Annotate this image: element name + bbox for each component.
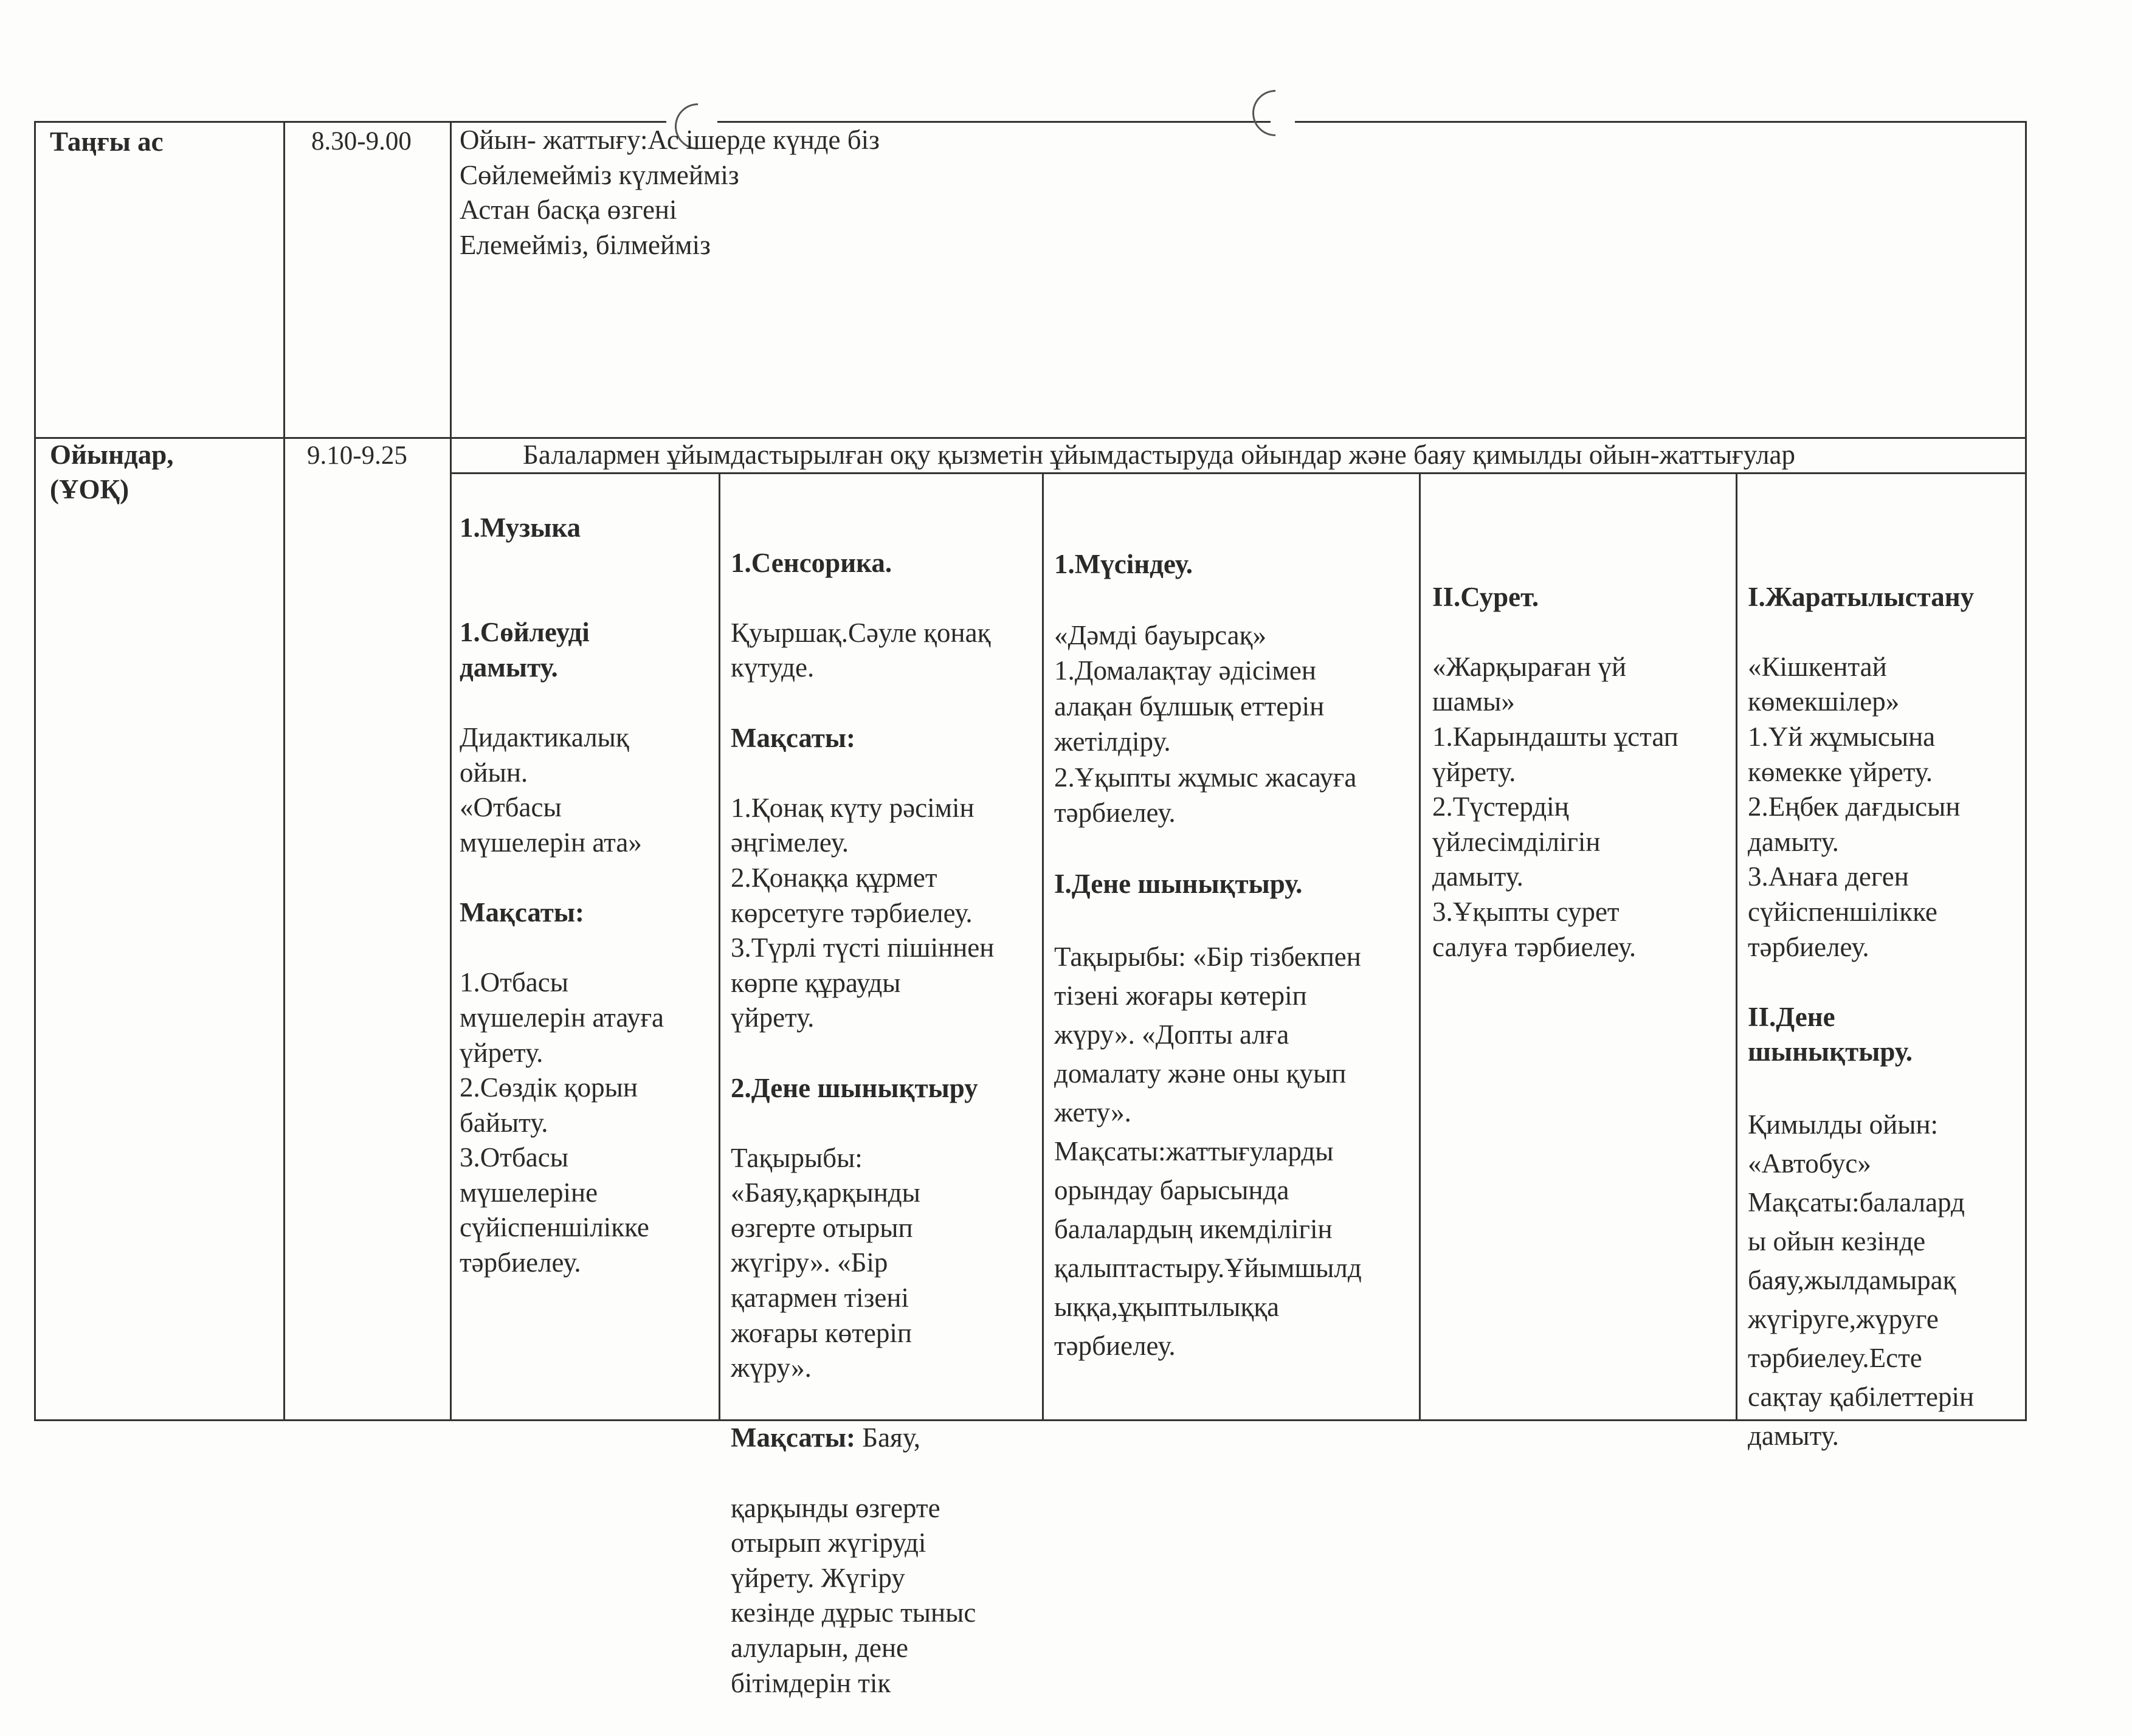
block-text: Тақырыбы: «Бір тізбекпен тізені жоғары көтеріп жүру». «Допты алға домалату және оны қуып жету». Мақсаты:жаттығуларды орындау барысында балалардың икемділігін қалыптастыру.Ұйымшылд ыққа,ұқыптылыққа тәрбиелеу. (1054, 942, 1362, 1361)
block-text: Қуыршақ.Сәуле қонақ күтуде. (731, 617, 991, 683)
block-title: 1.Музыка (460, 512, 581, 543)
column-music-speech (460, 475, 715, 1315)
block-title: І.Жаратылыстану (1748, 581, 1975, 612)
block-text: Қимылды ойын: «Автобус» Мақсаты:балалард ы ойын кезінде баяу,жылдамырақ жүгіруге,жүруге тәрбиелеу.Есте сақтау қабілеттерін дамыту. (1748, 1109, 1975, 1451)
col-divider-3 (1419, 472, 1421, 1421)
breakfast-content: Ойын- жаттығу:Ас ішерде күнде біз Сөйлемейміз күлмейміз Астан басқа өзгені Елемейміз, білмейміз (460, 125, 880, 260)
block-title: 1.Сөйлеуді дамыту. (460, 617, 590, 683)
table-left-border (34, 121, 36, 1421)
row-time-games: 9.10-9.25 (307, 441, 407, 470)
col-divider-label (283, 121, 285, 1421)
row-time-breakfast: 8.30-9.00 (311, 127, 412, 156)
column-modeling-pe (1054, 511, 1419, 1401)
block-text: Баяу, (855, 1422, 920, 1453)
block-text: «Жарқыраған үй шамы» 1.Карындашты ұстап үйрету. 2.Түстердің үйлесімділігін дамыту. 3.Ұқыпты сурет салуға тәрбиелеу. (1432, 651, 1678, 962)
table-right-border (2025, 121, 2027, 1421)
block-text: 1.Отбасы мүшелерін атауға үйрету. 2.Сөздік қорын байыту. 3.Отбасы мүшелеріне сүйіспеншілікке тәрбиелеу. (460, 967, 664, 1278)
block-title: І.Дене шынықтыру. (1054, 869, 1303, 899)
column-nature-pe (1748, 545, 2024, 1490)
block-text: 1.Қонақ күту рәсімін әңгімелеу. 2.Қонаққа құрмет көрсетуге тәрбиелеу. 3.Түрлі түсті пішіннен көрпе құрауды үйрету. (731, 792, 995, 1033)
col-divider-4 (1736, 472, 1737, 1421)
goal-line (731, 1421, 1041, 1456)
block-text: «Дәмді бауырсақ» 1.Домалақтау әдісімен алақан бұлшық еттерін жетілдіру. 2.Ұқыпты жұмыс жасауға тәрбиелеу. (1054, 619, 1357, 828)
heading-divider (450, 472, 2027, 474)
row-label-breakfast: Таңғы ас (50, 126, 164, 157)
block-text: Тақырыбы: «Баяу,қарқынды өзгерте отырып жүгіру». «Бір қатармен тізені жоғары көтеріп жүру». (731, 1142, 920, 1383)
column-sensorics-pe (731, 511, 1041, 1736)
col-divider-time (450, 121, 452, 1421)
row-label-games: Ойындар, (ҰОҚ) (50, 439, 174, 505)
block-text: «Кішкентай көмекшілер» 1.Үй жұмысына көмекке үйрету. 2.Еңбек дағдысын дамыту. 3.Анаға деген сүйіспеншілікке тәрбиелеу. (1748, 651, 1961, 962)
block-title: Мақсаты: (460, 897, 584, 928)
block-title: 1.Сенсорика. (731, 547, 892, 578)
block-title: ІІ.Сурет. (1432, 581, 1539, 612)
block-text: қарқынды өзгерте отырып жүгіруді үйрету. Жүгіру кезінде дұрыс тыныс алуларын, дене бітімдерін тік (731, 1492, 976, 1698)
block-title: Мақсаты: (731, 722, 855, 753)
block-title: 1.Мүсіндеу. (1054, 548, 1193, 579)
games-heading: Балалармен ұйымдастырылған оқу қызметін ұйымдастыруда ойындар және баяу қимылды ойын-жаттығулар (523, 439, 1796, 470)
block-title: ІІ.Дене шынықтыру. (1748, 1001, 1913, 1067)
block-title: 2.Дене шынықтыру (731, 1072, 978, 1103)
column-drawing (1432, 545, 1733, 1000)
col-divider-1 (719, 472, 720, 1421)
block-text: Дидактикалық ойын. «Отбасы мүшелерін ата» (460, 722, 642, 858)
block-title: Мақсаты: (731, 1422, 855, 1453)
col-divider-2 (1042, 472, 1044, 1421)
